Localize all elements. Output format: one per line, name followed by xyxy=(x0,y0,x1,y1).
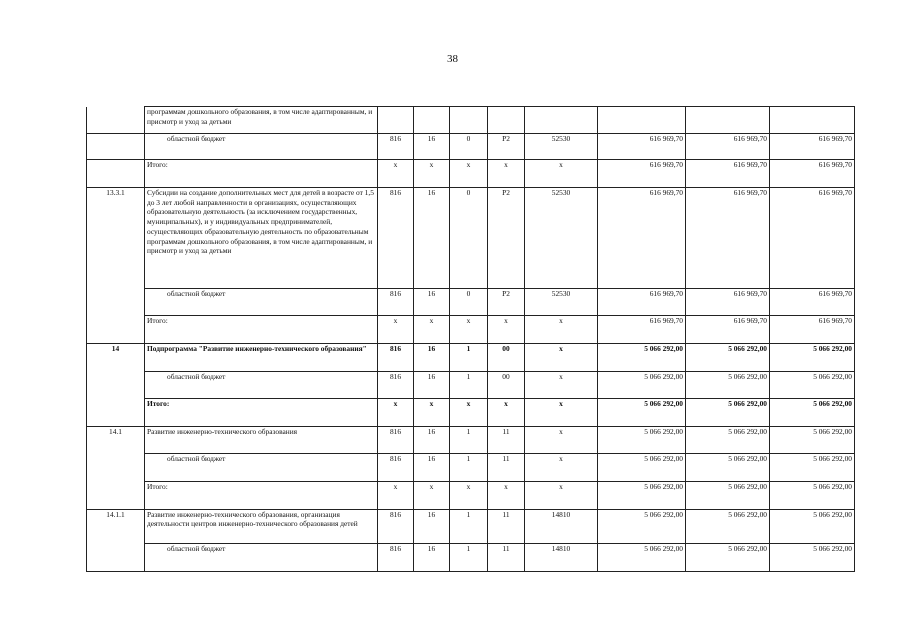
amount-cell: 616 969,70 xyxy=(598,133,686,160)
code-cell: x xyxy=(525,426,598,454)
amount-cell: 5 066 292,00 xyxy=(770,371,855,399)
amount-cell xyxy=(598,107,686,134)
amount-cell: 616 969,70 xyxy=(686,160,770,188)
amount-cell: 616 969,70 xyxy=(770,187,855,288)
code-cell xyxy=(525,107,598,134)
amount-cell: 5 066 292,00 xyxy=(598,481,686,509)
code-cell: 1 xyxy=(450,544,488,572)
row-name: областной бюджет xyxy=(145,288,378,316)
amount-cell: 5 066 292,00 xyxy=(598,344,686,372)
code-cell xyxy=(378,107,414,134)
row-name: областной бюджет xyxy=(145,371,378,399)
code-cell: x xyxy=(378,399,414,427)
row-name: Итого: xyxy=(145,399,378,427)
code-cell: 16 xyxy=(414,509,450,544)
code-cell: x xyxy=(414,316,450,344)
code-cell: 816 xyxy=(378,288,414,316)
code-cell: P2 xyxy=(488,288,525,316)
code-cell: x xyxy=(450,399,488,427)
row-name: Итого: xyxy=(145,160,378,188)
code-cell: x xyxy=(414,399,450,427)
table-row xyxy=(87,454,855,482)
table-row xyxy=(87,344,855,372)
code-cell: 00 xyxy=(488,344,525,372)
code-cell: x xyxy=(525,371,598,399)
code-cell: 11 xyxy=(488,454,525,482)
amount-cell: 5 066 292,00 xyxy=(686,344,770,372)
amount-cell: 5 066 292,00 xyxy=(598,426,686,454)
table-row xyxy=(87,399,855,427)
code-cell: 816 xyxy=(378,344,414,372)
row-name: областной бюджет xyxy=(145,454,378,482)
table-row xyxy=(87,107,855,134)
code-cell: 816 xyxy=(378,454,414,482)
code-cell: 816 xyxy=(378,187,414,288)
table-row xyxy=(87,481,855,509)
code-cell: 16 xyxy=(414,426,450,454)
code-cell: 16 xyxy=(414,187,450,288)
row-index: 14.1 xyxy=(87,426,145,454)
code-cell: x xyxy=(488,160,525,188)
amount-cell: 616 969,70 xyxy=(686,133,770,160)
row-index: 14.1.1 xyxy=(87,509,145,544)
amount-cell: 5 066 292,00 xyxy=(598,399,686,427)
code-cell xyxy=(414,107,450,134)
row-index xyxy=(87,107,145,134)
code-cell: 816 xyxy=(378,371,414,399)
amount-cell: 5 066 292,00 xyxy=(686,399,770,427)
amount-cell: 5 066 292,00 xyxy=(686,454,770,482)
code-cell: x xyxy=(525,481,598,509)
code-cell: 11 xyxy=(488,544,525,572)
amount-cell: 616 969,70 xyxy=(598,160,686,188)
code-cell: x xyxy=(378,316,414,344)
amount-cell: 616 969,70 xyxy=(686,288,770,316)
code-cell: 1 xyxy=(450,426,488,454)
amount-cell: 5 066 292,00 xyxy=(770,344,855,372)
code-cell: 16 xyxy=(414,288,450,316)
code-cell: x xyxy=(525,316,598,344)
row-index xyxy=(87,160,145,188)
row-index xyxy=(87,371,145,399)
code-cell: x xyxy=(414,481,450,509)
row-index: 13.3.1 xyxy=(87,187,145,288)
code-cell xyxy=(488,107,525,134)
code-cell: x xyxy=(488,399,525,427)
amount-cell: 616 969,70 xyxy=(686,316,770,344)
row-name: Развитие инженерно-технического образования, организация деятельности центров инженерно-технического образования детей xyxy=(145,509,378,544)
row-name: областной бюджет xyxy=(145,133,378,160)
row-name: Субсидии на создание дополнительных мест для детей в возрасте от 1,5 до 3 лет любой направленности в организациях, осуществляющих образовательную деятельность (за исключением государственных, муниципальных), и у индивидуальных предпринимателей, осуществляющих образовательную деятельность по образовательным программам дошкольного образования, в том числе адаптированным, и присмотр и уход за детьми xyxy=(145,187,378,288)
code-cell: x xyxy=(450,160,488,188)
code-cell: 0 xyxy=(450,187,488,288)
code-cell: 0 xyxy=(450,288,488,316)
amount-cell: 5 066 292,00 xyxy=(686,481,770,509)
amount-cell: 616 969,70 xyxy=(598,316,686,344)
code-cell: 11 xyxy=(488,426,525,454)
code-cell: 1 xyxy=(450,509,488,544)
code-cell: 0 xyxy=(450,133,488,160)
amount-cell: 5 066 292,00 xyxy=(598,509,686,544)
code-cell: x xyxy=(414,160,450,188)
row-name: Итого: xyxy=(145,316,378,344)
amount-cell: 5 066 292,00 xyxy=(686,371,770,399)
table-row xyxy=(87,316,855,344)
amount-cell: 5 066 292,00 xyxy=(686,426,770,454)
code-cell: x xyxy=(378,481,414,509)
amount-cell: 5 066 292,00 xyxy=(598,544,686,572)
budget-table xyxy=(86,106,855,572)
amount-cell: 616 969,70 xyxy=(686,187,770,288)
code-cell: 52530 xyxy=(525,133,598,160)
code-cell: x xyxy=(525,344,598,372)
table-row xyxy=(87,509,855,544)
amount-cell: 5 066 292,00 xyxy=(770,481,855,509)
amount-cell: 5 066 292,00 xyxy=(770,399,855,427)
row-name: областной бюджет xyxy=(145,544,378,572)
code-cell: x xyxy=(525,160,598,188)
row-index xyxy=(87,316,145,344)
table-row xyxy=(87,133,855,160)
amount-cell: 5 066 292,00 xyxy=(770,454,855,482)
table-row xyxy=(87,288,855,316)
code-cell: P2 xyxy=(488,187,525,288)
code-cell: 816 xyxy=(378,544,414,572)
amount-cell: 616 969,70 xyxy=(770,316,855,344)
code-cell: x xyxy=(378,160,414,188)
amount-cell: 616 969,70 xyxy=(770,133,855,160)
code-cell xyxy=(450,107,488,134)
code-cell: x xyxy=(525,399,598,427)
code-cell: 14810 xyxy=(525,544,598,572)
page-number: 38 xyxy=(447,53,458,65)
amount-cell: 5 066 292,00 xyxy=(686,544,770,572)
amount-cell: 616 969,70 xyxy=(598,288,686,316)
row-index xyxy=(87,481,145,509)
row-index xyxy=(87,133,145,160)
row-name: программам дошкольного образования, в том числе адаптированным, и присмотр и уход за детьми xyxy=(145,107,378,134)
code-cell: 16 xyxy=(414,544,450,572)
code-cell: 1 xyxy=(450,371,488,399)
row-index xyxy=(87,544,145,572)
amount-cell xyxy=(686,107,770,134)
amount-cell: 616 969,70 xyxy=(770,288,855,316)
code-cell: 16 xyxy=(414,454,450,482)
code-cell: 52530 xyxy=(525,187,598,288)
code-cell: x xyxy=(450,316,488,344)
amount-cell: 616 969,70 xyxy=(598,187,686,288)
code-cell: 16 xyxy=(414,133,450,160)
code-cell: x xyxy=(450,481,488,509)
table-row xyxy=(87,187,855,288)
amount-cell: 5 066 292,00 xyxy=(598,371,686,399)
code-cell: x xyxy=(525,454,598,482)
row-index: 14 xyxy=(87,344,145,372)
row-index xyxy=(87,288,145,316)
table-row xyxy=(87,371,855,399)
code-cell: 1 xyxy=(450,454,488,482)
code-cell: 816 xyxy=(378,426,414,454)
amount-cell xyxy=(770,107,855,134)
code-cell: 11 xyxy=(488,509,525,544)
code-cell: 816 xyxy=(378,133,414,160)
row-index xyxy=(87,399,145,427)
table-row xyxy=(87,160,855,188)
code-cell: P2 xyxy=(488,133,525,160)
table-row xyxy=(87,544,855,572)
code-cell: 14810 xyxy=(525,509,598,544)
row-name: Итого: xyxy=(145,481,378,509)
code-cell: 52530 xyxy=(525,288,598,316)
row-name: Развитие инженерно-технического образования xyxy=(145,426,378,454)
amount-cell: 5 066 292,00 xyxy=(770,509,855,544)
amount-cell: 5 066 292,00 xyxy=(770,544,855,572)
code-cell: x xyxy=(488,316,525,344)
code-cell: 00 xyxy=(488,371,525,399)
code-cell: 816 xyxy=(378,509,414,544)
code-cell: x xyxy=(488,481,525,509)
amount-cell: 5 066 292,00 xyxy=(686,509,770,544)
amount-cell: 5 066 292,00 xyxy=(770,426,855,454)
code-cell: 1 xyxy=(450,344,488,372)
row-name: Подпрограмма "Развитие инженерно-технического образования" xyxy=(145,344,378,372)
row-index xyxy=(87,454,145,482)
table-row xyxy=(87,426,855,454)
amount-cell: 616 969,70 xyxy=(770,160,855,188)
code-cell: 16 xyxy=(414,371,450,399)
amount-cell: 5 066 292,00 xyxy=(598,454,686,482)
code-cell: 16 xyxy=(414,344,450,372)
